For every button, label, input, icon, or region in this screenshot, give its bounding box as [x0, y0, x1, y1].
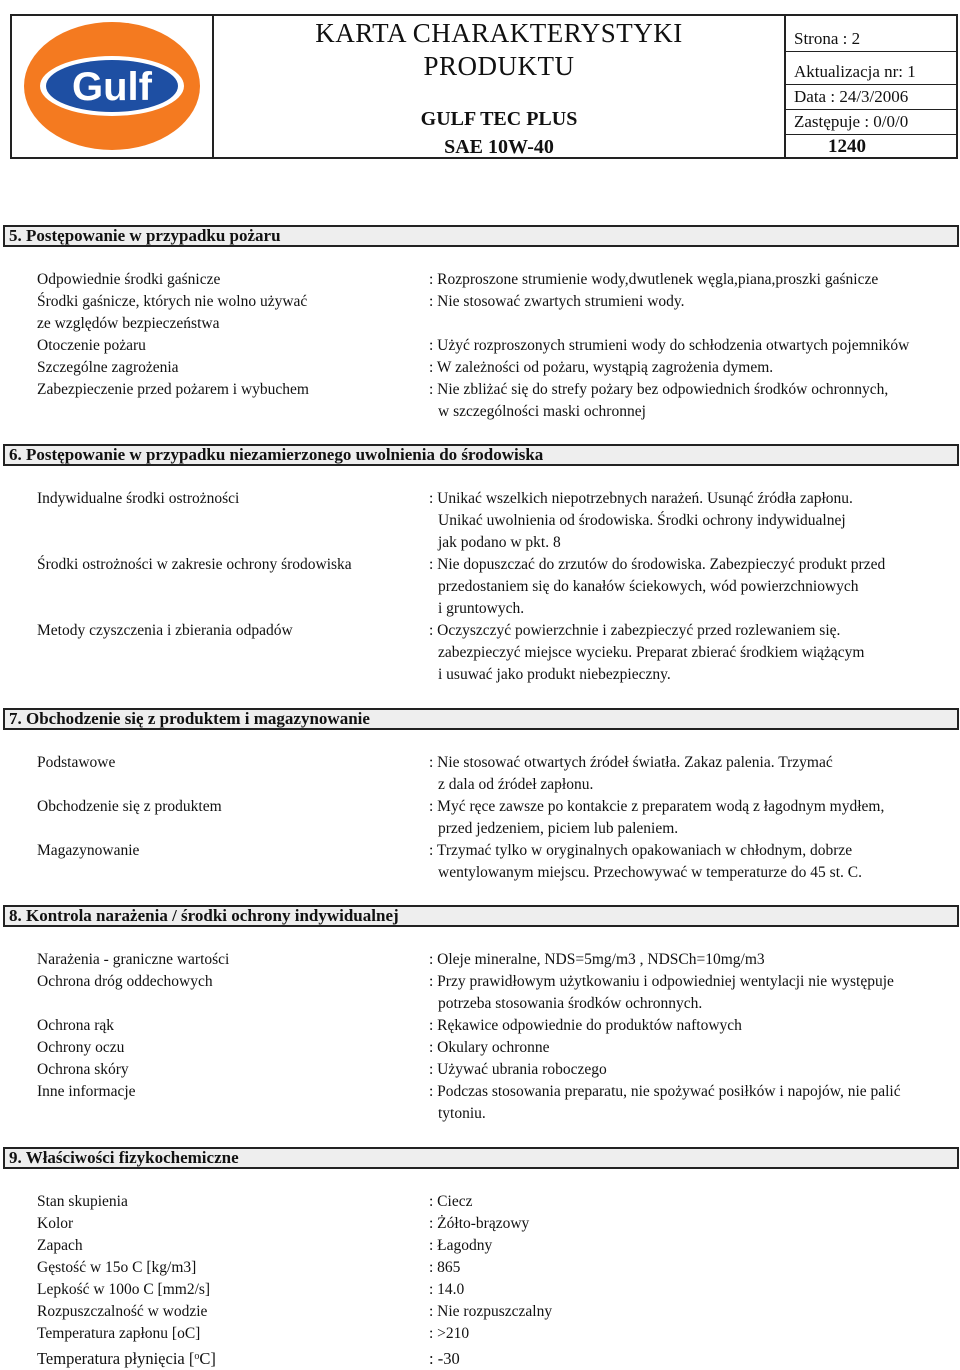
field-label: Rozpuszczalność w wodzie [37, 1303, 208, 1320]
field-value: : Żółto-brązowy [429, 1215, 530, 1232]
field-value: : Ciecz [429, 1193, 473, 1210]
field-label: Środki ostrożności w zakresie ochrony środowiska [37, 556, 352, 573]
field-label: ze względów bezpieczeństwa [37, 315, 220, 332]
field-label: Ochrony oczu [37, 1039, 125, 1056]
field-label: Temperatura zapłonu [oC] [37, 1325, 201, 1342]
field-value-continued: jak podano w pkt. 8 [438, 534, 561, 551]
field-value: : Używać ubrania roboczego [429, 1061, 607, 1078]
field-value: : Nie stosować otwartych źródeł światła. Zakaz palenia. Trzymać [429, 754, 833, 771]
section-9-title: 9. Właściwości fizykochemiczne [3, 1147, 959, 1169]
field-value-continued: przedostaniem się do kanałów ściekowych, wód powierzchniowych [438, 578, 859, 595]
field-value: : 865 [429, 1259, 461, 1276]
field-value: : Myć ręce zawsze po kontakcie z preparatem wodą z łagodnym mydłem, [429, 798, 885, 815]
degree-superscript: o [194, 1351, 200, 1362]
field-value: : Podczas stosowania preparatu, nie spożywać posiłków i napojów, nie palić [429, 1083, 901, 1100]
replaces-version: Zastępuje : 0/0/0 [786, 108, 956, 135]
field-value-continued: tytoniu. [438, 1105, 486, 1122]
field-value-continued: przed jedzeniem, piciem lub paleniem. [438, 820, 679, 837]
field-value-continued: w szczególności maski ochronnej [438, 403, 646, 420]
field-value: : 14.0 [429, 1281, 465, 1298]
field-label: Ochrona dróg oddechowych [37, 973, 213, 990]
field-value: : Nie zbliżać się do strefy pożary bez odpowiednich środków ochronnych, [429, 381, 889, 398]
field-value: : Użyć rozproszonych strumieni wody do schłodzenia otwartych pojemników [429, 337, 910, 354]
field-label: Szczególne zagrożenia [37, 359, 179, 376]
field-value-continued: zabezpieczyć miejsce wycieku. Preparat zbierać środkiem wiążącym [438, 644, 865, 661]
field-label: Środki gaśnicze, których nie wolno używać [37, 293, 308, 310]
field-value: : Łagodny [429, 1237, 493, 1254]
field-value: : Nie stosować zwartych strumieni wody. [429, 293, 685, 310]
field-label: Indywidualne środki ostrożności [37, 490, 240, 507]
field-value-continued: potrzeba stosowania środków ochronnych. [438, 995, 703, 1012]
field-label: Ochrona rąk [37, 1017, 115, 1034]
gulf-logo [22, 20, 202, 152]
field-label: Lepkość w 100o C [mm2/s] [37, 1281, 211, 1298]
product-code: 1240 [828, 136, 866, 157]
field-value: : W zależności od pożaru, wystąpią zagrożenia dymem. [429, 359, 774, 376]
product-grade: SAE 10W-40 [444, 136, 554, 158]
field-label: Zapach [37, 1237, 83, 1254]
field-value: : Unikać wszelkich niepotrzebnych narażeń. Usunąć źródła zapłonu. [429, 490, 853, 507]
field-label: Metody czyszczenia i zbierania odpadów [37, 622, 293, 639]
field-label: Inne informacje [37, 1083, 136, 1100]
revision-number: Aktualizacja nr: 1 [786, 58, 956, 85]
title-cell [214, 16, 786, 157]
field-label: Obchodzenie się z produktem [37, 798, 222, 815]
field-label: Gęstość w 15o C [kg/m3] [37, 1259, 197, 1276]
field-label: Podstawowe [37, 754, 116, 771]
pour-point-label [37, 1348, 216, 1370]
field-value-continued: Unikać uwolnienia od środowiska. Środki ochrony indywidualnej [438, 512, 846, 529]
field-value-continued: z dala od źródeł zapłonu. [438, 776, 594, 793]
field-value: : Rękawice odpowiednie do produktów naftowych [429, 1017, 742, 1034]
field-value: : Oczyszczyć powierzchnie i zabezpieczyć przed rozlewaniem się. [429, 622, 841, 639]
field-label: Kolor [37, 1215, 74, 1232]
field-label: Zabezpieczenie przed pożarem i wybuchem [37, 381, 309, 398]
revision-date: Data : 24/3/2006 [786, 83, 956, 110]
pour-point-value: : -30 [429, 1349, 460, 1368]
document-title-line2: PRODUKTU [423, 51, 575, 81]
field-label: Ochrona skóry [37, 1061, 129, 1078]
field-value: : Okulary ochronne [429, 1039, 550, 1056]
pour-point-label-text: Temperatura płynięcia [ [37, 1349, 195, 1368]
section-8-title: 8. Kontrola narażenia / środki ochrony indywidualnej [3, 905, 959, 927]
page-number: Strona : 2 [786, 25, 956, 52]
field-value: : Trzymać tylko w oryginalnych opakowaniach w chłodnym, dobrze [429, 842, 853, 859]
field-label: Stan skupienia [37, 1193, 128, 1210]
section-6-title: 6. Postępowanie w przypadku niezamierzonego uwolnienia do środowiska [3, 444, 959, 466]
field-label: Magazynowanie [37, 842, 140, 859]
product-name: GULF TEC PLUS [420, 108, 578, 130]
field-label: Narażenia - graniczne wartości [37, 951, 230, 968]
pour-point-label-unit: C] [199, 1349, 216, 1368]
svg-text:Gulf: Gulf [72, 65, 152, 109]
meta-cell [786, 16, 956, 157]
document-title-line1: KARTA CHARAKTERYSTYKI [315, 18, 683, 48]
field-value-continued: wentylowanym miejscu. Przechowywać w temperaturze do 45 st. C. [438, 864, 862, 881]
section-7-title: 7. Obchodzenie się z produktem i magazynowanie [3, 708, 959, 730]
field-value-continued: i gruntowych. [438, 600, 525, 617]
field-label: Otoczenie pożaru [37, 337, 146, 354]
field-value-continued: i usuwać jako produkt niebezpieczny. [438, 666, 671, 683]
field-label: Odpowiednie środki gaśnicze [37, 271, 221, 288]
field-value: : Rozproszone strumienie wody,dwutlenek węgla,piana,proszki gaśnicze [429, 271, 879, 288]
document-header [10, 14, 958, 159]
logo-cell [12, 16, 214, 157]
field-value: : Przy prawidłowym użytkowaniu i odpowiedniej wentylacji nie występuje [429, 973, 894, 990]
field-value: : >210 [429, 1325, 470, 1342]
field-value: : Nie dopuszczać do zrzutów do środowiska. Zabezpieczyć produkt przed [429, 556, 886, 573]
section-5-title: 5. Postępowanie w przypadku pożaru [3, 225, 959, 247]
field-value: : Nie rozpuszczalny [429, 1303, 553, 1320]
field-value: : Oleje mineralne, NDS=5mg/m3 , NDSCh=10mg/m3 [429, 951, 765, 968]
